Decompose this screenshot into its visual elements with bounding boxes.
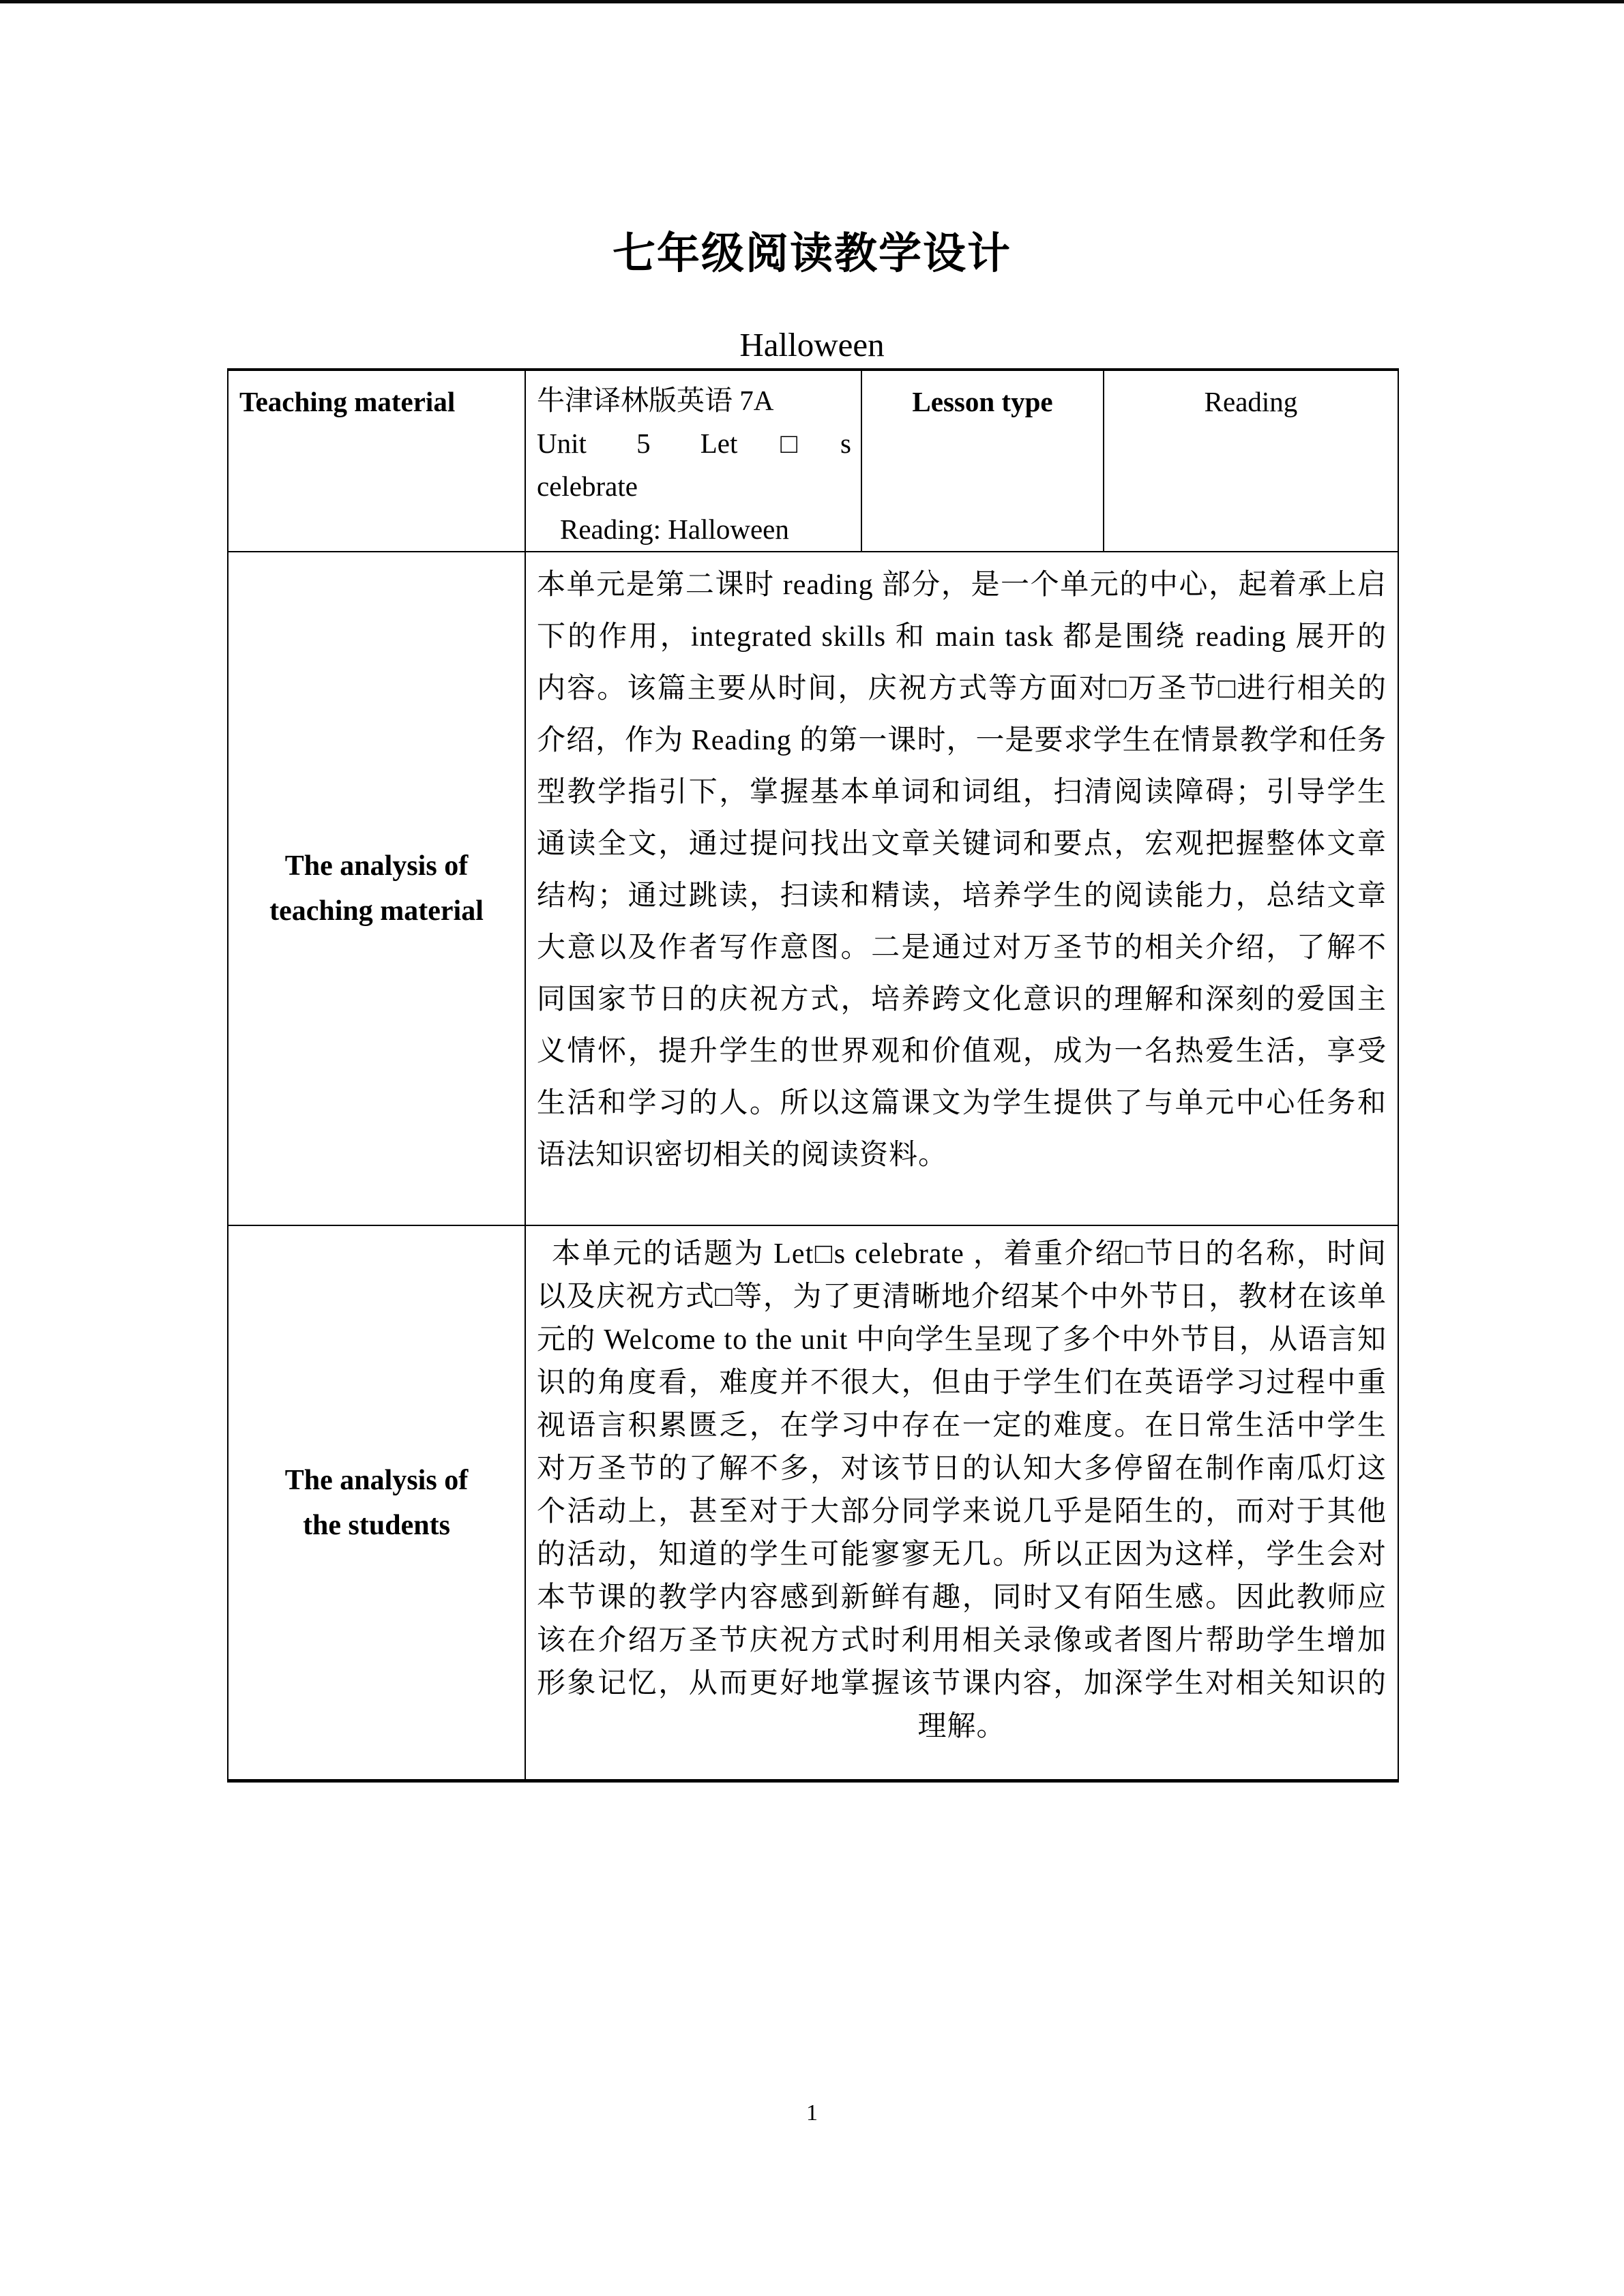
page-number: 1: [806, 2100, 818, 2126]
material-line-unit: Unit 5 Let□s: [537, 428, 851, 459]
analysis-students-text: 本单元的话题为 Let□s celebrate ，着重介绍□节日的名称，时间以及庆祝方式□等，为了更清晰地介绍某个中外节日，教材在该单元的 Welcome to the unit 中向学生呈现了多个中外节目，从语言知识的角度看，难度并不很大，但由于学生们在英语学习过程中重视语言积累匮乏，在学习中存在一定的难度。在日常生活中学生对万圣节的了解不多，对该节日的认知大多停留在制作南瓜灯这个活动上，甚至对于大部分同学来说几乎是陌生的，而对于其他的活动，知道的学生可能寥寥无几。所以正因为这样，学生会对本节课的教学内容感到新鲜有趣，同时又有陌生感。因此教师应该在介绍万圣节庆祝方式时利用相关录像或者图片帮助学生增加形象记忆，从而更好地掌握该节课内容，加深学生对相关知识的理解。: [537, 1238, 1387, 1742]
analysis-material-label-line2: teaching material: [269, 895, 484, 927]
material-line-book: 牛津译林版英语 7A: [537, 385, 774, 416]
lesson-type-label: Lesson type: [862, 371, 1104, 551]
material-line-reading: Reading: Halloween: [560, 513, 789, 545]
analysis-material-text: 本单元是第二课时 reading 部分，是一个单元的中心，起着承上启下的作用，integrated skills 和 main task 都是围绕 reading 展开的内容。该篇主要从时间，庆祝方式等方面对□万圣节□进行相关的介绍，作为 Reading 的第一课时，一是要求学生在情景教学和任务型教学指引下，掌握基本单词和词组，扫清阅读障碍；引导学生通读全文，通过提问找出文章关键词和要点，宏观把握整体文章结构；通过跳读，扫读和精读，培养学生的阅读能力，总结文章大意以及作者写作意图。二是通过对万圣节的相关介绍，了解不同国家节日的庆祝方式，培养跨文化意识的理解和深刻的爱国主义情怀，提升学生的世界观和价值观，成为一名热爱生活，享受生活和学习的人。所以这篇课文为学生提供了与单元中心任务和语法知识密切相关的阅读资料。: [537, 569, 1387, 1171]
analysis-material-label: [228, 552, 526, 1225]
table-row-analysis-students: [228, 1226, 1398, 1779]
doc-title: 七年级阅读教学设计: [612, 230, 1012, 278]
analysis-students-label-line1: The analysis of: [284, 1464, 469, 1496]
lesson-type-value: Reading: [1204, 386, 1298, 417]
analysis-material-label-line1: The analysis of: [284, 850, 469, 882]
teaching-material-label: Teaching material: [228, 371, 526, 551]
table-row-analysis-material: [228, 552, 1398, 1226]
teaching-material-value: [526, 371, 862, 551]
table-row-header: [228, 371, 1398, 552]
material-line-celebrate: celebrate: [537, 471, 638, 502]
analysis-students-label-line2: the students: [303, 1509, 450, 1541]
analysis-students-label: [228, 1226, 526, 1779]
top-edge-line: [0, 0, 1624, 3]
doc-subtitle: Halloween: [739, 325, 885, 363]
lesson-info-table: [227, 368, 1399, 1783]
